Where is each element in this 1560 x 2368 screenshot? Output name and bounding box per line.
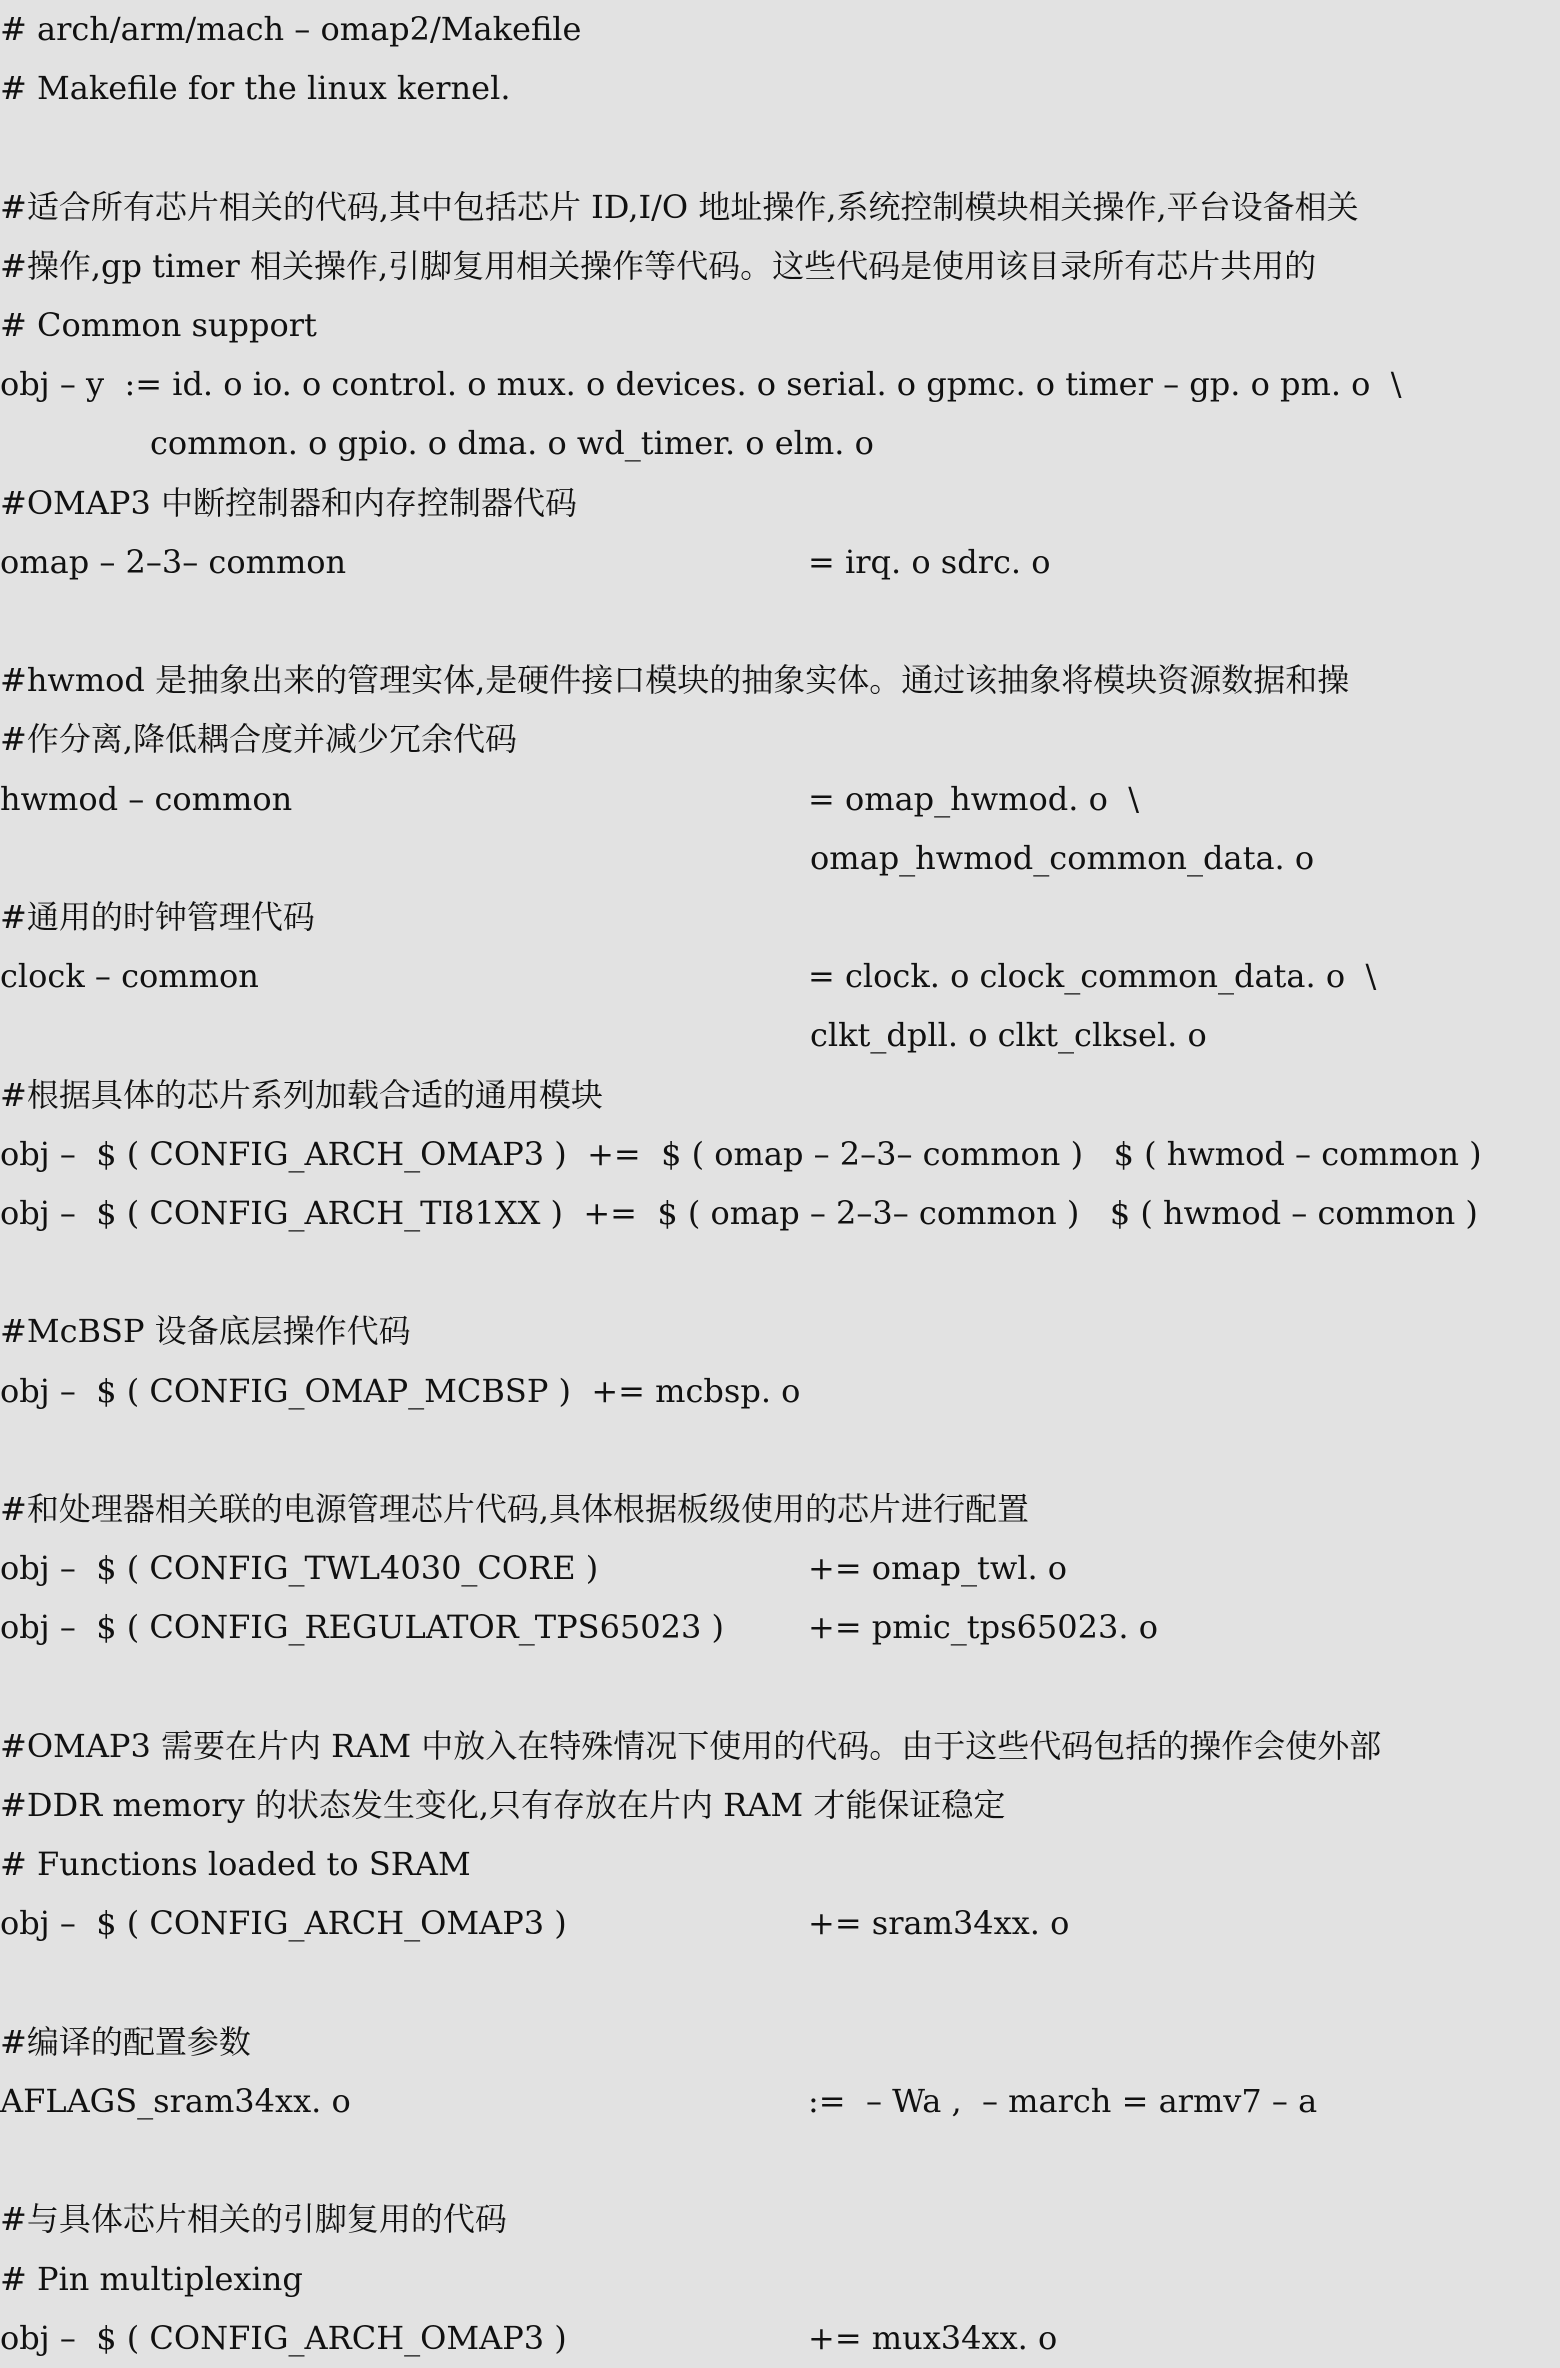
line-text: AFLAGS_sram34xx. o — [0, 2082, 351, 2120]
line-text: obj – $ ( CONFIG_ARCH_OMAP3 ) — [0, 2318, 567, 2357]
line-text: #根据具体的芯片系列加载合适的通用模块 — [0, 1075, 603, 1114]
line-text: # Pin multiplexing — [0, 2259, 303, 2298]
text-line — [0, 1302, 1560, 1361]
line-value-continuation: clkt_dpll. o clkt_clksel. o — [810, 1016, 1207, 1055]
text-line — [0, 1480, 1560, 1539]
line-text: #hwmod 是抽象出来的管理实体,是硬件接口模块的抽象实体。通过该抽象将模块资源数据和操 — [0, 661, 1350, 700]
text-line — [0, 355, 1560, 414]
line-value: += pmic_tps65023. o — [808, 1608, 1158, 1647]
line-text: obj – y := id. o io. o control. o mux. o devices. o serial. o gpmc. o timer – gp. o pm. o \ — [0, 365, 1402, 404]
text-line — [0, 651, 1560, 710]
text-line — [0, 1243, 1560, 1302]
text-line — [0, 237, 1560, 296]
text-line — [0, 0, 1560, 59]
text-line — [0, 296, 1560, 355]
line-text: obj – $ ( CONFIG_ARCH_OMAP3 ) += $ ( omap – 2–3– common ) $ ( hwmod – common ) — [0, 1134, 1482, 1173]
line-value: := – Wa , – march = armv7 – a — [808, 2082, 1318, 2120]
text-line — [0, 118, 1560, 177]
line-value: += mux34xx. o — [808, 2318, 1058, 2357]
line-value-continuation: omap_hwmod_common_data. o — [810, 838, 1315, 877]
line-value: = irq. o sdrc. o — [808, 542, 1051, 581]
line-text: obj – $ ( CONFIG_OMAP_MCBSP ) += mcbsp. o — [0, 1371, 801, 1410]
text-line — [0, 1362, 1560, 1421]
line-text: #与具体芯片相关的引脚复用的代码 — [0, 2200, 507, 2239]
text-line — [0, 1421, 1560, 1480]
text-line — [0, 947, 1560, 1006]
text-line — [0, 474, 1560, 533]
text-line — [0, 2131, 1560, 2190]
line-text: obj – $ ( CONFIG_TWL4030_CORE ) — [0, 1549, 599, 1588]
text-line — [0, 1954, 1560, 2013]
text-line — [0, 59, 1560, 118]
line-text: #通用的时钟管理代码 — [0, 898, 315, 936]
line-text: obj – $ ( CONFIG_REGULATOR_TPS65023 ) — [0, 1608, 725, 1647]
line-continuation: common. o gpio. o dma. o wd_timer. o elm. o — [150, 424, 874, 463]
text-line — [0, 178, 1560, 237]
text-line — [0, 770, 1560, 829]
line-value: += sram34xx. o — [808, 1904, 1070, 1943]
text-line — [0, 2072, 1560, 2131]
line-text: # Common support — [0, 306, 317, 344]
line-text: # Functions loaded to SRAM — [0, 1845, 471, 1884]
line-text: #OMAP3 中断控制器和内存控制器代码 — [0, 483, 577, 522]
line-text: #DDR memory 的状态发生变化,只有存放在片内 RAM 才能保证稳定 — [0, 1786, 1006, 1824]
text-line — [0, 1835, 1560, 1894]
line-text: omap – 2–3– common — [0, 542, 347, 581]
text-line — [0, 1717, 1560, 1776]
text-line — [0, 414, 1560, 473]
line-value: = omap_hwmod. o \ — [808, 779, 1139, 818]
text-line — [0, 1006, 1560, 1065]
text-line — [0, 1598, 1560, 1657]
text-line — [0, 1125, 1560, 1184]
text-line — [0, 1658, 1560, 1717]
text-line — [0, 2013, 1560, 2072]
line-text: #和处理器相关联的电源管理芯片代码,具体根据板级使用的芯片进行配置 — [0, 1490, 1029, 1528]
line-text: #OMAP3 需要在片内 RAM 中放入在特殊情况下使用的代码。由于这些代码包括的操作会使外部 — [0, 1726, 1382, 1765]
text-line — [0, 2250, 1560, 2309]
line-text: #McBSP 设备底层操作代码 — [0, 1312, 411, 1351]
line-text: #操作,gp timer 相关操作,引脚复用相关操作等代码。这些代码是使用该目录所有芯片共用的 — [0, 246, 1317, 285]
text-line — [0, 829, 1560, 888]
text-line — [0, 2309, 1560, 2368]
text-line — [0, 2190, 1560, 2249]
line-text: obj – $ ( CONFIG_ARCH_TI81XX ) += $ ( omap – 2–3– common ) $ ( hwmod – common ) — [0, 1194, 1478, 1232]
text-line — [0, 1894, 1560, 1953]
text-line — [0, 1776, 1560, 1835]
line-text: clock – common — [0, 957, 259, 996]
line-value: = clock. o clock_common_data. o \ — [808, 957, 1377, 996]
text-line — [0, 533, 1560, 592]
text-line — [0, 1539, 1560, 1598]
line-text: obj – $ ( CONFIG_ARCH_OMAP3 ) — [0, 1904, 567, 1943]
line-value: += omap_twl. o — [808, 1549, 1068, 1588]
text-line — [0, 592, 1560, 651]
line-text: #编译的配置参数 — [0, 2022, 251, 2061]
text-line — [0, 710, 1560, 769]
text-line — [0, 1184, 1560, 1243]
text-line — [0, 1066, 1560, 1125]
line-text: # arch/arm/mach – omap2/Makefile — [0, 10, 582, 48]
line-text: hwmod – common — [0, 779, 293, 818]
line-text: # Makefile for the linux kernel. — [0, 69, 511, 108]
line-text: #适合所有芯片相关的代码,其中包括芯片 ID,I/O 地址操作,系统控制模块相关操作,平台设备相关 — [0, 187, 1359, 226]
line-text: #作分离,降低耦合度并减少冗余代码 — [0, 720, 517, 759]
text-line — [0, 888, 1560, 947]
